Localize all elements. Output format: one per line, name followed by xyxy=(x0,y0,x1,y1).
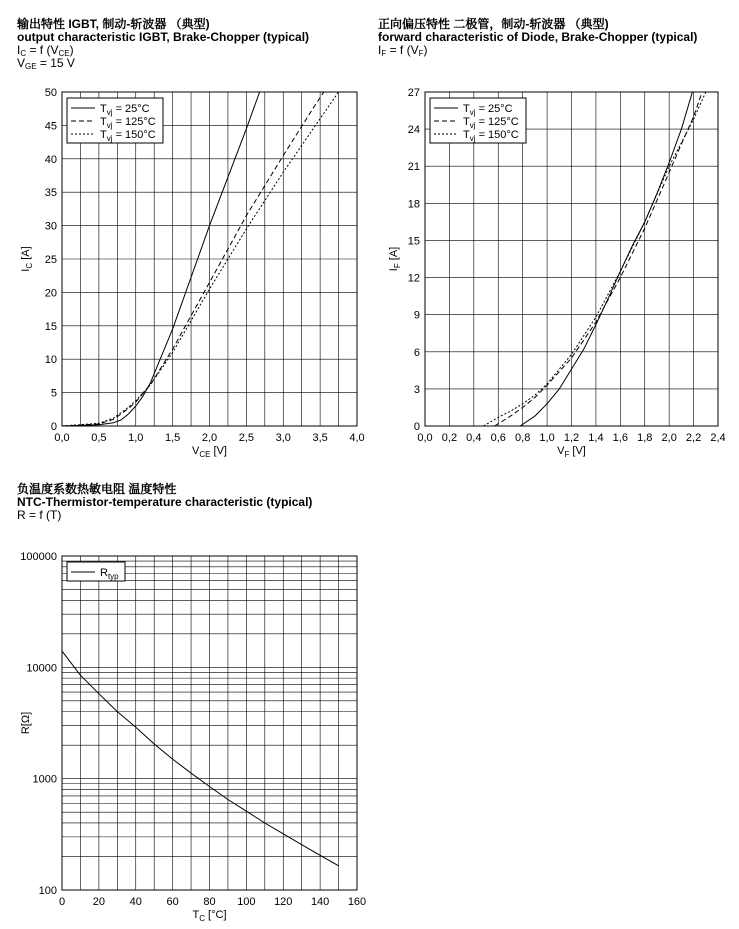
y-tick-label: 5 xyxy=(50,387,57,400)
diode-formula: $I_F = f$ $(V_F)$ xyxy=(378,43,428,58)
ntc-formula: R = f (T) xyxy=(17,508,62,522)
x-tick-label: 1,5 xyxy=(164,432,181,444)
x-tick-label: 80 xyxy=(203,896,216,908)
y-axis-label: $I_F$ [A] xyxy=(388,246,402,272)
x-tick-label: 2,5 xyxy=(238,432,255,444)
y-tick-label: 18 xyxy=(407,198,420,211)
y-tick-label: 10 xyxy=(44,354,57,367)
x-tick-label: 120 xyxy=(274,896,293,908)
y-tick-label: 6 xyxy=(413,346,420,359)
x-tick-label: 1,8 xyxy=(637,432,653,444)
igbt-title-cn: 输出特性 IGBT, 制动-斩波器 （典型) xyxy=(17,17,210,31)
y-tick-label: 1000 xyxy=(32,773,57,786)
x-tick-label: 160 xyxy=(347,896,367,908)
y-tick-label: 3 xyxy=(413,383,420,396)
y-tick-label: 24 xyxy=(407,124,420,137)
y-tick-label: 20 xyxy=(44,287,57,300)
y-tick-label: 10000 xyxy=(26,662,57,675)
x-tick-label: 0,5 xyxy=(91,432,107,444)
x-tick-label: 1,4 xyxy=(588,432,604,444)
x-tick-label: 1,2 xyxy=(563,432,580,444)
x-tick-label: 2,0 xyxy=(661,432,677,444)
ntc-chart xyxy=(20,551,366,923)
y-tick-label: 25 xyxy=(44,254,57,266)
legend-label-2: $T_{vj} = 125^\circ C$ xyxy=(463,116,519,130)
series-line-1 xyxy=(62,651,339,866)
ntc-grid xyxy=(62,556,357,890)
x-tick-label: 4,0 xyxy=(349,432,365,444)
x-tick-label: 3,5 xyxy=(312,432,328,444)
y-tick-label: 30 xyxy=(44,220,57,233)
legend-label-1: $T_{vj} = 25^\circ C$ xyxy=(463,103,513,117)
x-tick-label: 0,6 xyxy=(490,432,506,444)
x-tick-label: 1,0 xyxy=(539,432,555,444)
x-tick-label: 100 xyxy=(237,896,256,908)
x-tick-label: 2,0 xyxy=(201,432,218,444)
x-tick-label: 3,0 xyxy=(275,432,291,444)
y-tick-label: 40 xyxy=(44,153,57,166)
series-line-1 xyxy=(520,92,692,426)
ntc-legend xyxy=(67,562,125,581)
diode-legend xyxy=(430,98,526,143)
x-tick-label: 140 xyxy=(310,896,330,908)
y-tick-label: 9 xyxy=(413,309,420,322)
y-axis-label: R[Ω] xyxy=(20,711,32,735)
x-tick-label: 0,0 xyxy=(417,432,433,444)
y-tick-label: 15 xyxy=(407,235,420,248)
legend-label-1: $R_{typ}$ xyxy=(100,567,119,581)
igbt-legend xyxy=(67,98,163,143)
y-tick-label: 12 xyxy=(407,272,420,285)
x-axis-label: $V_F$ [V] xyxy=(557,445,586,459)
x-tick-label: 1,0 xyxy=(128,432,144,444)
y-axis-label: $I_C$ [A] xyxy=(20,246,34,272)
x-tick-label: 2,2 xyxy=(685,432,702,444)
y-tick-label: 0 xyxy=(413,421,420,433)
y-tick-label: 15 xyxy=(44,320,57,333)
legend-label-3: $T_{vj} = 150^\circ C$ xyxy=(100,129,156,143)
x-tick-label: 40 xyxy=(129,896,142,908)
igbt-formula: $I_C = f$ $(V_{CE})$ xyxy=(17,43,74,58)
y-tick-label: 0 xyxy=(50,421,57,433)
y-tick-label: 21 xyxy=(407,161,420,174)
x-tick-label: 0,2 xyxy=(441,432,458,444)
y-tick-label: 27 xyxy=(407,87,420,99)
y-tick-label: 45 xyxy=(44,120,57,133)
x-tick-label: 0 xyxy=(58,896,66,908)
x-tick-label: 0,4 xyxy=(466,432,482,444)
diode-title-cn: 正向偏压特性 二极管，制动-斩波器 （典型) xyxy=(378,17,609,31)
x-tick-label: 0,0 xyxy=(54,432,70,444)
x-tick-label: 0,8 xyxy=(515,432,531,444)
legend-label-2: $T_{vj} = 125^\circ C$ xyxy=(100,116,156,130)
legend-label-3: $T_{vj} = 150^\circ C$ xyxy=(463,129,519,143)
ntc-title-cn: 负温度系数热敏电阻 温度特性 xyxy=(17,482,177,496)
x-tick-label: 60 xyxy=(166,896,179,908)
x-tick-label: 2,4 xyxy=(710,432,726,444)
y-tick-label: 100 xyxy=(38,885,57,897)
x-axis-label: $T_C$ [°C] xyxy=(192,909,227,923)
y-tick-label: 100000 xyxy=(20,551,57,563)
ntc-title-en: NTC-Thermistor-temperature characteristic (typical) xyxy=(17,495,313,509)
igbt-chart xyxy=(20,87,365,459)
diode-title-en: forward characteristic of Diode, Brake-Chopper (typical) xyxy=(378,30,698,44)
legend-label-1: $T_{vj} = 25^\circ C$ xyxy=(100,103,150,117)
x-tick-label: 20 xyxy=(92,896,105,908)
y-tick-label: 35 xyxy=(44,187,57,200)
x-axis-label: $V_{CE}$ [V] xyxy=(192,445,227,459)
x-tick-label: 1,6 xyxy=(612,432,628,444)
igbt-title-en: output characteristic IGBT, Brake-Chopper (typical) xyxy=(17,30,310,44)
igbt-condition: $V_{GE} = 15$ V xyxy=(17,56,75,71)
diode-chart xyxy=(388,87,726,459)
y-tick-label: 50 xyxy=(44,87,57,99)
